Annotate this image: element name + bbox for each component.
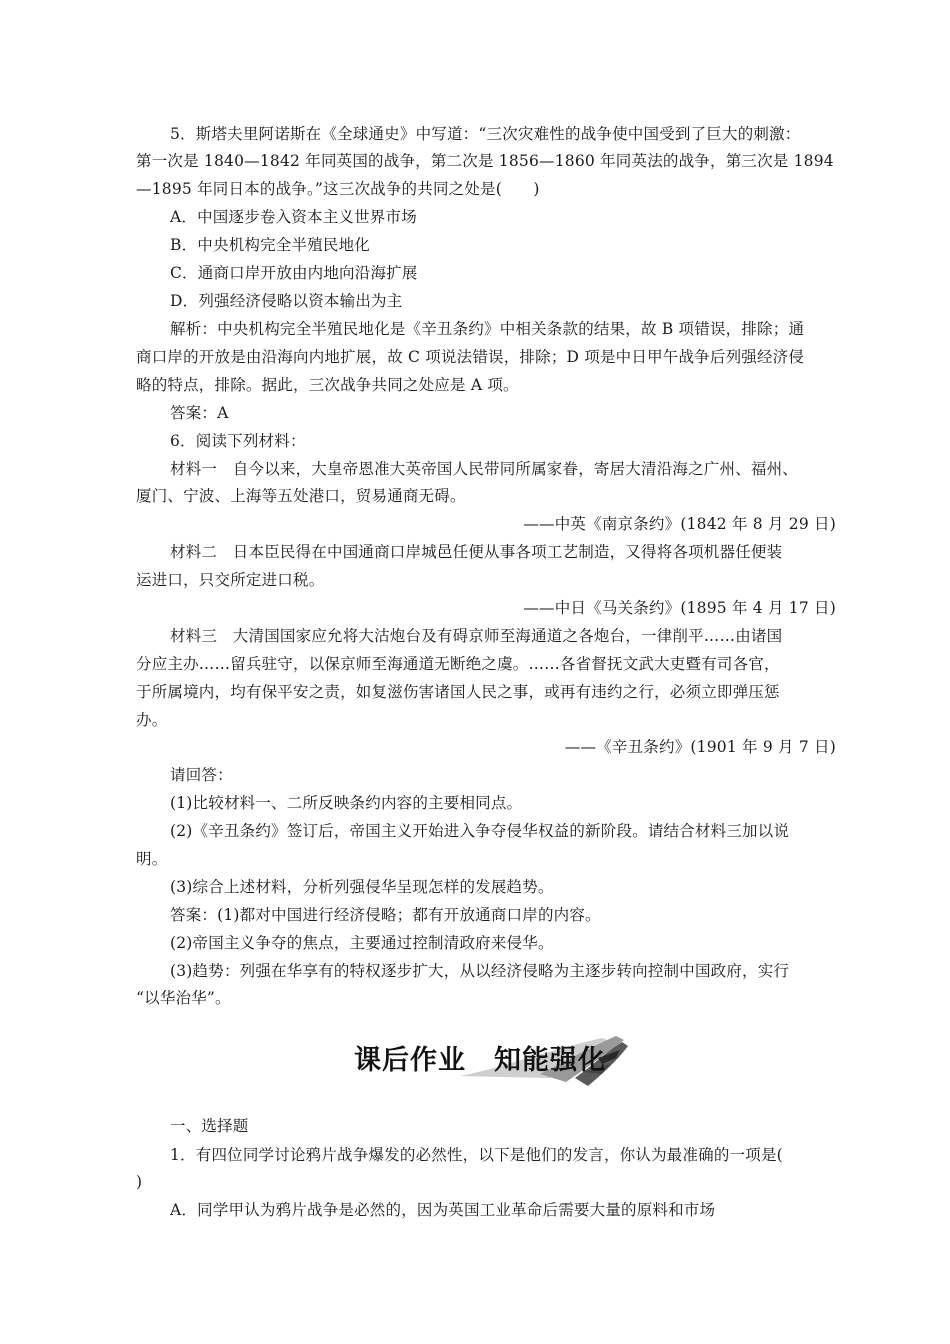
- q6-material3-line-4: 办。: [136, 711, 168, 729]
- q6-answer-3-line-2: “以华治华”。: [136, 989, 231, 1007]
- q5-analysis-line-1: 解析：中央机构完全半殖民地化是《辛丑条约》中相关条款的结果，故 B 项错误，排除；通: [170, 320, 805, 338]
- q6-source1: ——中英《南京条约》(1842 年 8 月 29 日): [523, 515, 836, 533]
- q6-question-2-line-1: (2)《辛丑条约》签订后，帝国主义开始进入争夺侵华权益的新阶段。请结合材料三加以说: [170, 822, 790, 840]
- q5-answer: 答案：A: [170, 404, 229, 422]
- q5-stem-line-1: 5．斯塔夫里阿诺斯在《全球通史》中写道：“三次灾难性的战争使中国受到了巨大的刺激：: [170, 125, 801, 143]
- section-banner: [340, 1028, 630, 1090]
- q6-material1-line-2: 厦门、宁波、上海等五处港口，贸易通商无碍。: [136, 487, 466, 505]
- q5-option-d: D．列强经济侵略以资本输出为主: [170, 292, 403, 310]
- q5-stem-line-2: 第一次是 1840—1842 年同英国的战争，第二次是 1856—1860 年同英法的战争，第三次是 1894: [136, 152, 834, 170]
- q5-option-a: A．中国逐步卷入资本主义世界市场: [170, 208, 417, 226]
- q6-material3-line-1: 材料三 大清国国家应允将大沽炮台及有碍京师至海通道之各炮台，一律削平……由诸国: [170, 627, 783, 645]
- q6-material2-line-1: 材料二 日本臣民得在中国通商口岸城邑任便从事各项工艺制造，又得将各项机器任便装: [170, 543, 783, 561]
- banner-title: 课后作业 知能强化: [354, 1045, 606, 1076]
- q6-answer-3-line-1: (3)趋势：列强在华享有的特权逐步扩大，从以经济侵略为主逐步转向控制中国政府，实行: [170, 962, 790, 980]
- q5-analysis-line-2: 商口岸的开放是由沿海向内地扩展，故 C 项说法错误，排除；D 项是中日甲午战争后列强经济侵: [136, 348, 805, 366]
- q6-source2: ——中日《马关条约》(1895 年 4 月 17 日): [523, 599, 836, 617]
- q6-answer-1: 答案：(1)都对中国进行经济侵略；都有开放通商口岸的内容。: [170, 906, 601, 924]
- section-q1-option-a: A．同学甲认为鸦片战争是必然的，因为英国工业革命后需要大量的原料和市场: [170, 1201, 716, 1219]
- q5-stem-line-3: —1895 年同日本的战争。”这三次战争的共同之处是( ): [136, 180, 540, 198]
- q6-stem: 6．阅读下列材料：: [170, 432, 306, 450]
- q6-source3: ——《辛丑条约》(1901 年 9 月 7 日): [564, 738, 836, 756]
- q5-option-b: B．中央机构完全半殖民地化: [170, 236, 370, 254]
- q5-option-c: C．通商口岸开放由内地向沿海扩展: [170, 264, 418, 282]
- section-heading: 一、选择题: [170, 1117, 249, 1135]
- q6-question-3: (3)综合上述材料，分析列强侵华呈现怎样的发展趋势。: [170, 878, 554, 896]
- q5-analysis-line-3: 略的特点，排除。据此，三次战争共同之处应是 A 项。: [136, 376, 519, 394]
- q6-material3-line-3: 于所属境内，均有保平安之责，如复滋伤害诸国人民之事，或再有违约之行，必须立即弹压惩: [136, 683, 780, 701]
- q6-answer-2: (2)帝国主义争夺的焦点，主要通过控制清政府来侵华。: [170, 934, 554, 952]
- q6-material2-line-2: 运进口，只交所定进口税。: [136, 571, 325, 589]
- section-q1-line-1: 1．有四位同学讨论鸦片战争爆发的必然性，以下是他们的发言，你认为最准确的一项是(: [170, 1146, 783, 1164]
- q6-ask: 请回答：: [170, 766, 233, 784]
- q6-material1-line-1: 材料一 自今以来，大皇帝恩准大英帝国人民带同所属家眷，寄居大清沿海之广州、福州、: [170, 460, 799, 478]
- q6-question-2-line-2: 明。: [136, 850, 168, 868]
- section-q1-line-2: ): [136, 1173, 143, 1191]
- q6-material3-line-2: 分应主办……留兵驻守，以保京师至海通道无断绝之虞。……各省督抚文武大吏暨有司各官，: [136, 655, 780, 673]
- q6-question-1: (1)比较材料一、二所反映条约内容的主要相同点。: [170, 794, 523, 812]
